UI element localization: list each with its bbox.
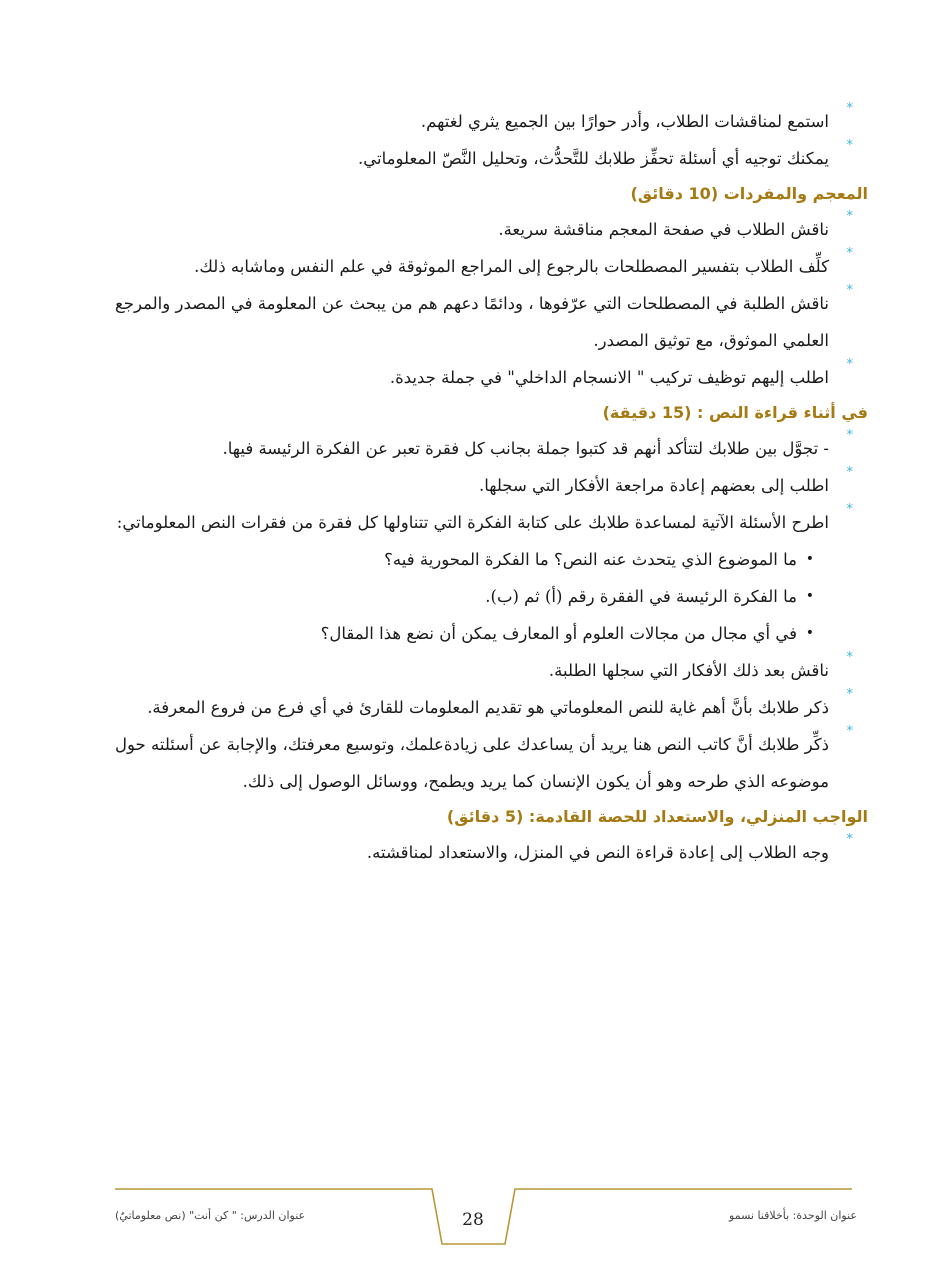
list-item: * اطرح الأسئلة الآتية لمساعدة طلابك على كتابة الفكرة التي تتناولها كل فقرة من فقرات النص المعلوماتي: <box>116 502 853 532</box>
section-heading-dictionary: المعجم والمفردات (10 دقائق) <box>630 184 868 203</box>
list-item: * ناقش الطلاب في صفحة المعجم مناقشة سريعة. <box>498 209 853 239</box>
bullet-dot-icon: • <box>805 625 814 641</box>
list-item: * وجه الطلاب إلى إعادة قراءة النص في المنزل، والاستعداد لمناقشته. <box>366 832 853 862</box>
list-item: * اطلب إلى بعضهم إعادة مراجعة الأفكار التي سجلها. <box>478 465 853 495</box>
asterisk-icon: * <box>846 650 853 665</box>
asterisk-icon: * <box>846 101 853 116</box>
section-heading-reading: في أثناء قراءة النص : (15 دقيقة) <box>602 403 868 422</box>
asterisk-icon: * <box>846 138 853 153</box>
bullet-dot-icon: • <box>805 551 814 567</box>
page-number: 28 <box>462 1210 484 1230</box>
question-item: • ما الفكرة الرئيسة في الفقرة رقم (أ) ثم (ب). <box>115 578 814 615</box>
page-content <box>115 101 868 871</box>
question-item: • ما الموضوع الذي يتحدث عنه النص؟ ما الفكرة المحورية فيه؟ <box>115 541 814 578</box>
asterisk-icon: * <box>846 465 853 480</box>
bullet-dot-icon: • <box>805 588 814 604</box>
list-item: * اطلب إليهم توظيف تركيب " الانسجام الداخلي" في جملة جديدة. <box>389 357 853 387</box>
asterisk-icon: * <box>846 209 853 224</box>
list-item: * ناقش الطلبة في المصطلحات التي عرّفوها ، ودائمًا دعهم هم من يبحث عن المعلومة في المصدر والمرجع العلمي الموثوق، مع توثيق المصدر. <box>115 283 853 350</box>
section-heading-homework: الواجب المنزلي، والاستعداد للحصة القادمة: (5 دقائق) <box>446 807 868 826</box>
asterisk-icon: * <box>846 687 853 702</box>
list-item: * كلِّف الطلاب بتفسير المصطلحات بالرجوع إلى المراجع الموثوقة في علم النفس وماشابه ذلك. <box>194 246 853 276</box>
asterisk-icon: * <box>846 832 853 847</box>
asterisk-icon: * <box>846 724 853 739</box>
asterisk-icon: * <box>846 283 853 298</box>
asterisk-icon: * <box>846 357 853 372</box>
list-item: * يمكنك توجيه أي أسئلة تحفِّز طلابك للتَّحدُّث، وتحليل النَّصّ المعلوماتي. <box>358 138 853 168</box>
asterisk-icon: * <box>846 246 853 261</box>
list-item: * ناقش بعد ذلك الأفكار التي سجلها الطلبة. <box>548 650 853 680</box>
asterisk-icon: * <box>846 502 853 517</box>
footer-lesson-title: عنوان الدرس: " كن أنت" (نص معلوماتيٌ) <box>115 1209 306 1222</box>
list-item: * ذكِّر طلابك أنَّ كاتب النص هنا يريد أن يساعدك على زيادةعلمك، وتوسيع معرفتك، والإجابة عن أسئلته حول موضوعه الذي طرحه وهو أن يكون الإنسان كما يريد ويطمح، ووسائل الوصول إلى ذلك. <box>115 724 853 791</box>
footer-unit-title: عنوان الوحدة: بأخلاقنا نسمو <box>729 1209 857 1222</box>
list-item: * ذكر طلابك بأنَّ أهم غاية للنص المعلوماتي هو تقديم المعلومات للقارئ في أي فرع من فروع المعرفة. <box>147 687 853 717</box>
list-item: * - تجوَّل بين طلابك لتتأكد أنهم قد كتبوا جملة بجانب كل فقرة تعبر عن الفكرة الرئيسة فيها. <box>222 428 853 458</box>
question-list <box>115 541 850 652</box>
question-item: • في أي مجال من مجالات العلوم أو المعارف يمكن أن نضع هذا المقال؟ <box>115 615 814 652</box>
asterisk-icon: * <box>846 428 853 443</box>
list-item: * استمع لمناقشات الطلاب، وأدر حوارًا بين الجميع يثري لغتهم. <box>420 101 853 131</box>
